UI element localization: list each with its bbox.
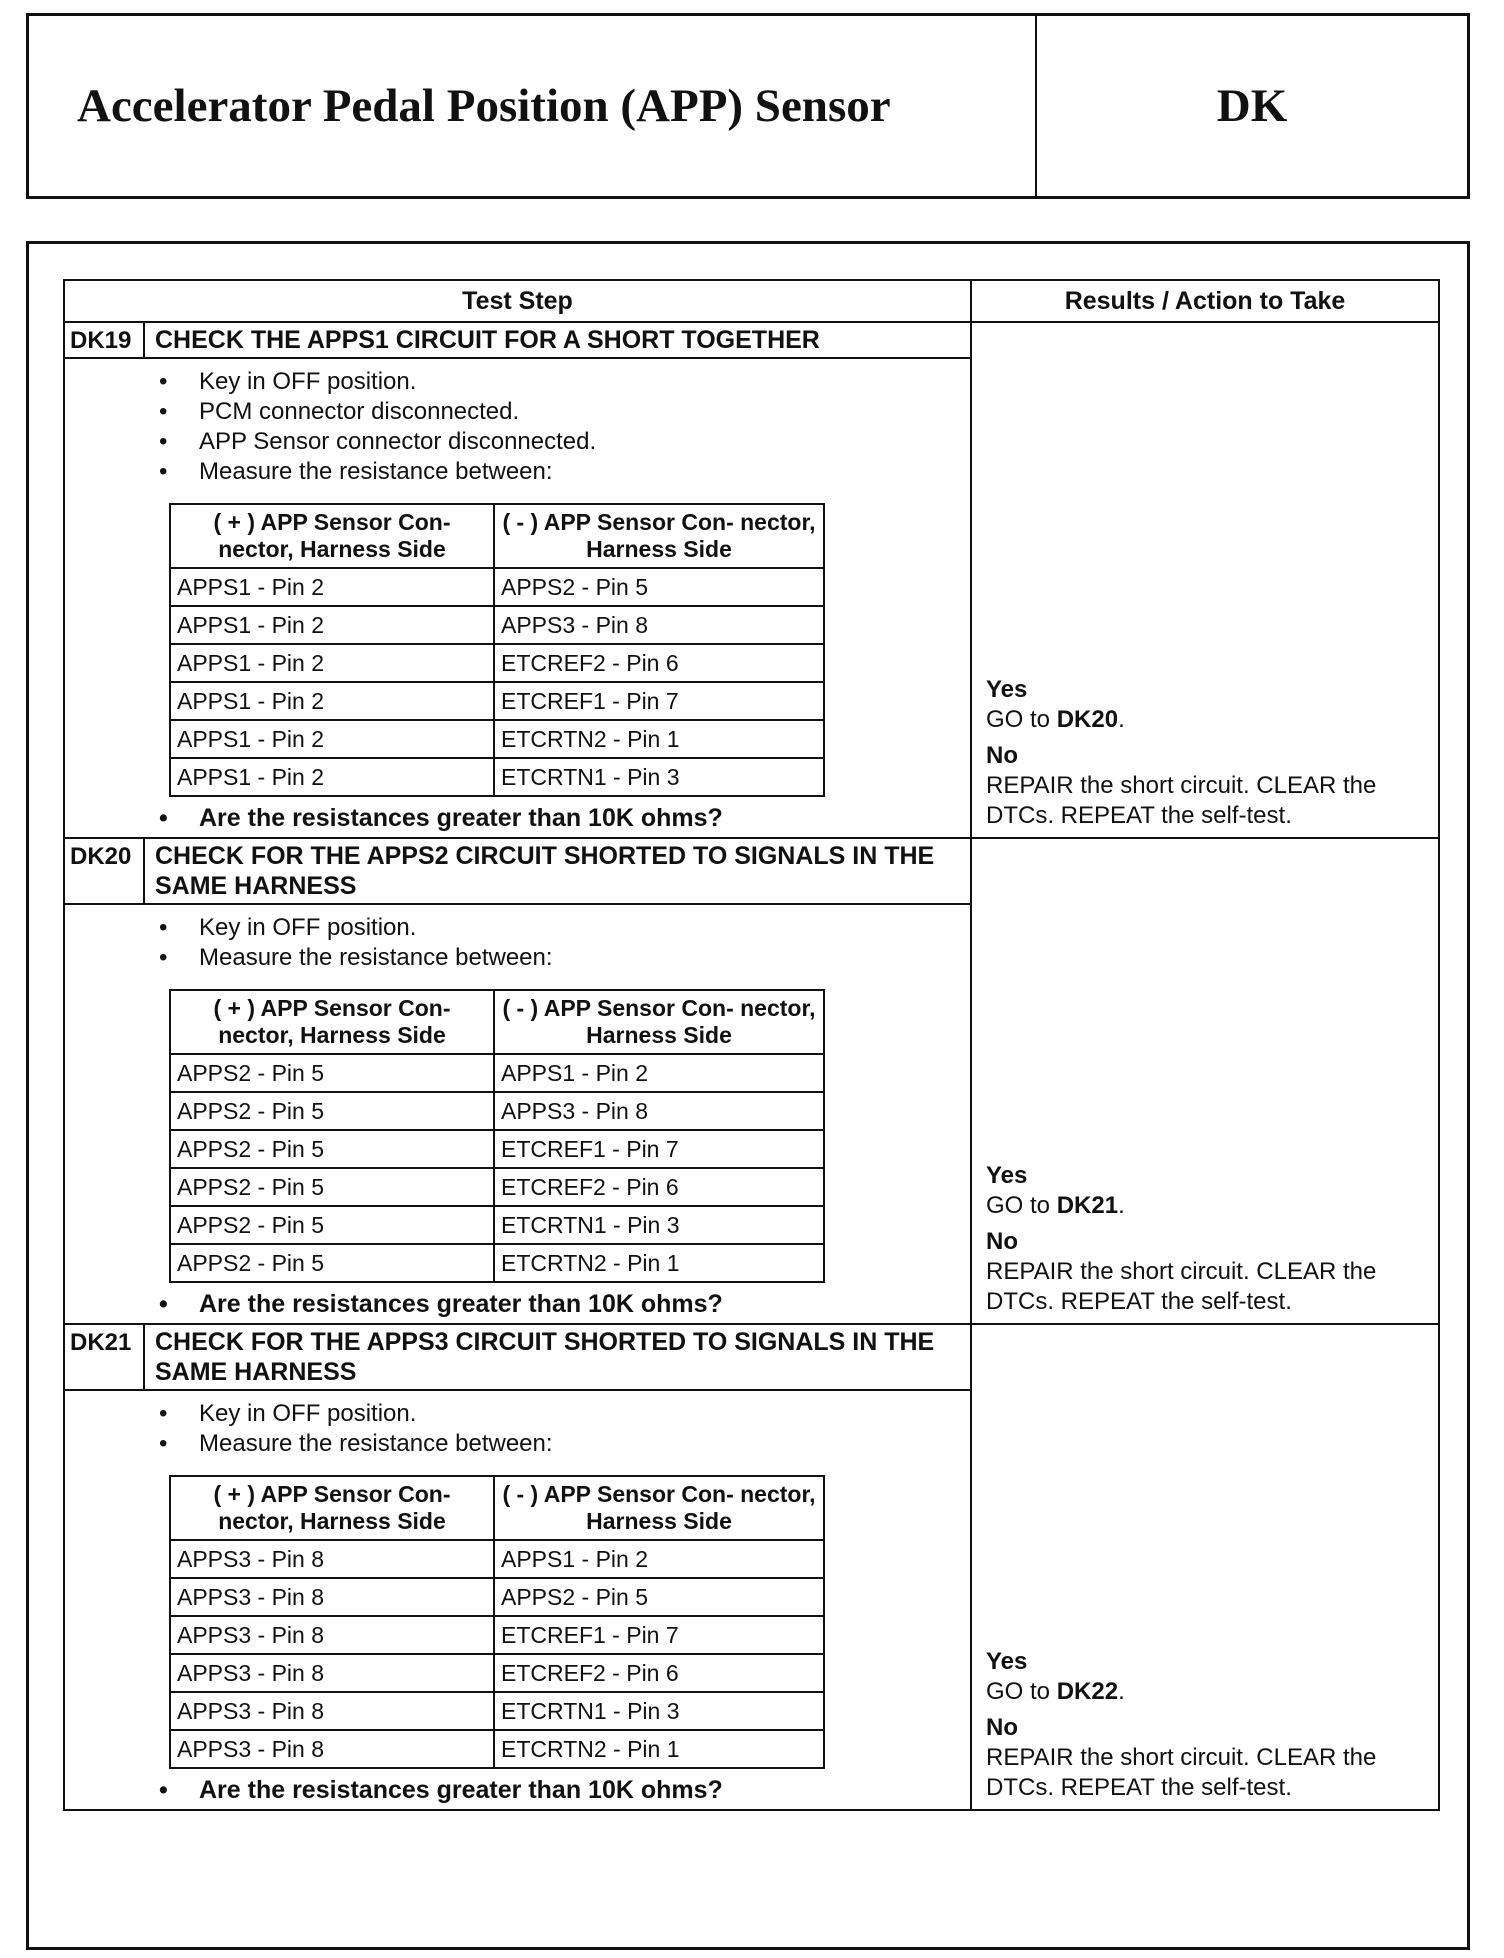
table-row	[170, 1540, 824, 1578]
neg-column-header: ( - ) APP Sensor Con- nector, Harness Side	[494, 990, 824, 1054]
goto-text: GO to	[986, 706, 1051, 733]
pin-table	[169, 503, 825, 797]
results-cell: Yes GO to DK21. No REPAIR the short circuit. CLEAR the DTCs. REPEAT the self-test.	[972, 839, 1438, 1323]
instruction-item: • PCM connector disconnected.	[159, 397, 970, 427]
pos-pin: APPS2 - Pin 5	[170, 1206, 494, 1244]
goto-text: GO to	[986, 1192, 1051, 1219]
question: • Are the resistances greater than 10K ohms?	[65, 1775, 970, 1805]
neg-column-header: ( - ) APP Sensor Con- nector, Harness Side	[494, 504, 824, 568]
no-action: REPAIR the short circuit. CLEAR the DTCs. REPEAT the self-test.	[986, 772, 1377, 829]
pos-column-header: ( + ) APP Sensor Con- nector, Harness Side	[170, 1476, 494, 1540]
neg-pin: APPS1 - Pin 2	[494, 1540, 824, 1578]
pos-pin: APPS1 - Pin 2	[170, 758, 494, 796]
step-title: CHECK FOR THE APPS3 CIRCUIT SHORTED TO SIGNALS IN THE SAME HARNESS	[155, 1328, 935, 1386]
table-row	[170, 1578, 824, 1616]
pos-pin: APPS2 - Pin 5	[170, 1130, 494, 1168]
instruction-item: • Key in OFF position.	[159, 913, 970, 943]
neg-pin: ETCREF2 - Pin 6	[494, 1168, 824, 1206]
step-head	[65, 1325, 970, 1391]
pos-pin: APPS1 - Pin 2	[170, 644, 494, 682]
neg-pin: ETCREF2 - Pin 6	[494, 1654, 824, 1692]
step-title: CHECK FOR THE APPS2 CIRCUIT SHORTED TO SIGNALS IN THE SAME HARNESS	[155, 842, 935, 900]
neg-pin: ETCRTN1 - Pin 3	[494, 758, 824, 796]
results-header: Results / Action to Take	[1064, 286, 1346, 315]
neg-pin: APPS3 - Pin 8	[494, 1092, 824, 1130]
pin-table	[169, 989, 825, 1283]
no-action: REPAIR the short circuit. CLEAR the DTCs. REPEAT the self-test.	[986, 1744, 1377, 1801]
table-row	[170, 1054, 824, 1092]
pos-pin: APPS3 - Pin 8	[170, 1654, 494, 1692]
instruction-list	[65, 367, 970, 487]
results-cell: Yes GO to DK20. No REPAIR the short circuit. CLEAR the DTCs. REPEAT the self-test.	[972, 323, 1438, 837]
neg-pin: ETCREF1 - Pin 7	[494, 1616, 824, 1654]
pin-table	[169, 1475, 825, 1769]
table-row	[170, 1730, 824, 1768]
step-id: DK19	[65, 323, 145, 357]
step-head	[65, 323, 970, 359]
table-row	[170, 1168, 824, 1206]
no-label: No	[986, 742, 1018, 769]
pos-pin: APPS3 - Pin 8	[170, 1730, 494, 1768]
title-box	[26, 13, 1470, 199]
table-row	[170, 644, 824, 682]
table-row	[170, 568, 824, 606]
table-row	[170, 1692, 824, 1730]
neg-pin: APPS1 - Pin 2	[494, 1054, 824, 1092]
pos-pin: APPS2 - Pin 5	[170, 1092, 494, 1130]
neg-pin: ETCREF1 - Pin 7	[494, 1130, 824, 1168]
neg-pin: ETCRTN1 - Pin 3	[494, 1206, 824, 1244]
step-dk20	[65, 839, 1438, 1325]
goto-text: GO to	[986, 1678, 1051, 1705]
results-cell: Yes GO to DK22. No REPAIR the short circuit. CLEAR the DTCs. REPEAT the self-test.	[972, 1325, 1438, 1809]
content-frame	[26, 241, 1470, 1950]
test-step-header: Test Step	[65, 281, 972, 321]
question: • Are the resistances greater than 10K ohms?	[65, 1289, 970, 1319]
pos-pin: APPS1 - Pin 2	[170, 568, 494, 606]
goto-target: DK20	[1056, 706, 1119, 733]
step-dk19	[65, 323, 1438, 839]
pos-pin: APPS1 - Pin 2	[170, 606, 494, 644]
pos-pin: APPS3 - Pin 8	[170, 1692, 494, 1730]
step-title: CHECK THE APPS1 CIRCUIT FOR A SHORT TOGETHER	[155, 326, 820, 354]
table-row	[170, 1616, 824, 1654]
yes-label: Yes	[986, 676, 1028, 703]
neg-pin: APPS2 - Pin 5	[494, 568, 824, 606]
instruction-item: • Measure the resistance between:	[159, 943, 970, 973]
table-row	[170, 1130, 824, 1168]
table-row	[170, 720, 824, 758]
pos-pin: APPS1 - Pin 2	[170, 720, 494, 758]
instruction-item: • Measure the resistance between:	[159, 457, 970, 487]
pos-column-header: ( + ) APP Sensor Con- nector, Harness Side	[170, 990, 494, 1054]
no-label: No	[986, 1714, 1018, 1741]
neg-column-header: ( - ) APP Sensor Con- nector, Harness Side	[494, 1476, 824, 1540]
no-action: REPAIR the short circuit. CLEAR the DTCs. REPEAT the self-test.	[986, 1258, 1377, 1315]
neg-pin: ETCRTN1 - Pin 3	[494, 1692, 824, 1730]
instruction-list	[65, 1399, 970, 1459]
table-row	[170, 1206, 824, 1244]
pos-pin: APPS3 - Pin 8	[170, 1578, 494, 1616]
test-step-table	[63, 279, 1440, 1811]
neg-pin: APPS3 - Pin 8	[494, 606, 824, 644]
pos-pin: APPS2 - Pin 5	[170, 1168, 494, 1206]
neg-pin: APPS2 - Pin 5	[494, 1578, 824, 1616]
table-row	[170, 1092, 824, 1130]
instruction-list	[65, 913, 970, 973]
instruction-item: • APP Sensor connector disconnected.	[159, 427, 970, 457]
step-id: DK21	[65, 1325, 145, 1389]
neg-pin: ETCRTN2 - Pin 1	[494, 720, 824, 758]
pos-pin: APPS1 - Pin 2	[170, 682, 494, 720]
table-row	[170, 682, 824, 720]
step-id: DK20	[65, 839, 145, 903]
neg-pin: ETCREF1 - Pin 7	[494, 682, 824, 720]
instruction-item: • Key in OFF position.	[159, 367, 970, 397]
goto-target: DK21	[1056, 1192, 1119, 1219]
page-title: Accelerator Pedal Position (APP) Sensor	[29, 16, 1037, 196]
yes-label: Yes	[986, 1162, 1028, 1189]
neg-pin: ETCREF2 - Pin 6	[494, 644, 824, 682]
neg-pin: ETCRTN2 - Pin 1	[494, 1730, 824, 1768]
table-row	[170, 606, 824, 644]
section-code: DK	[1216, 80, 1288, 132]
neg-pin: ETCRTN2 - Pin 1	[494, 1244, 824, 1282]
pos-pin: APPS2 - Pin 5	[170, 1054, 494, 1092]
no-label: No	[986, 1228, 1018, 1255]
pos-pin: APPS3 - Pin 8	[170, 1540, 494, 1578]
goto-target: DK22	[1056, 1678, 1119, 1705]
table-header-row	[65, 281, 1438, 323]
table-row	[170, 1654, 824, 1692]
pos-pin: APPS2 - Pin 5	[170, 1244, 494, 1282]
instruction-item: • Measure the resistance between:	[159, 1429, 970, 1459]
step-head	[65, 839, 970, 905]
step-dk21	[65, 1325, 1438, 1809]
table-row	[170, 758, 824, 796]
yes-label: Yes	[986, 1648, 1028, 1675]
instruction-item: • Key in OFF position.	[159, 1399, 970, 1429]
question: • Are the resistances greater than 10K ohms?	[65, 803, 970, 833]
table-row	[170, 1244, 824, 1282]
pos-pin: APPS3 - Pin 8	[170, 1616, 494, 1654]
pos-column-header: ( + ) APP Sensor Con- nector, Harness Side	[170, 504, 494, 568]
